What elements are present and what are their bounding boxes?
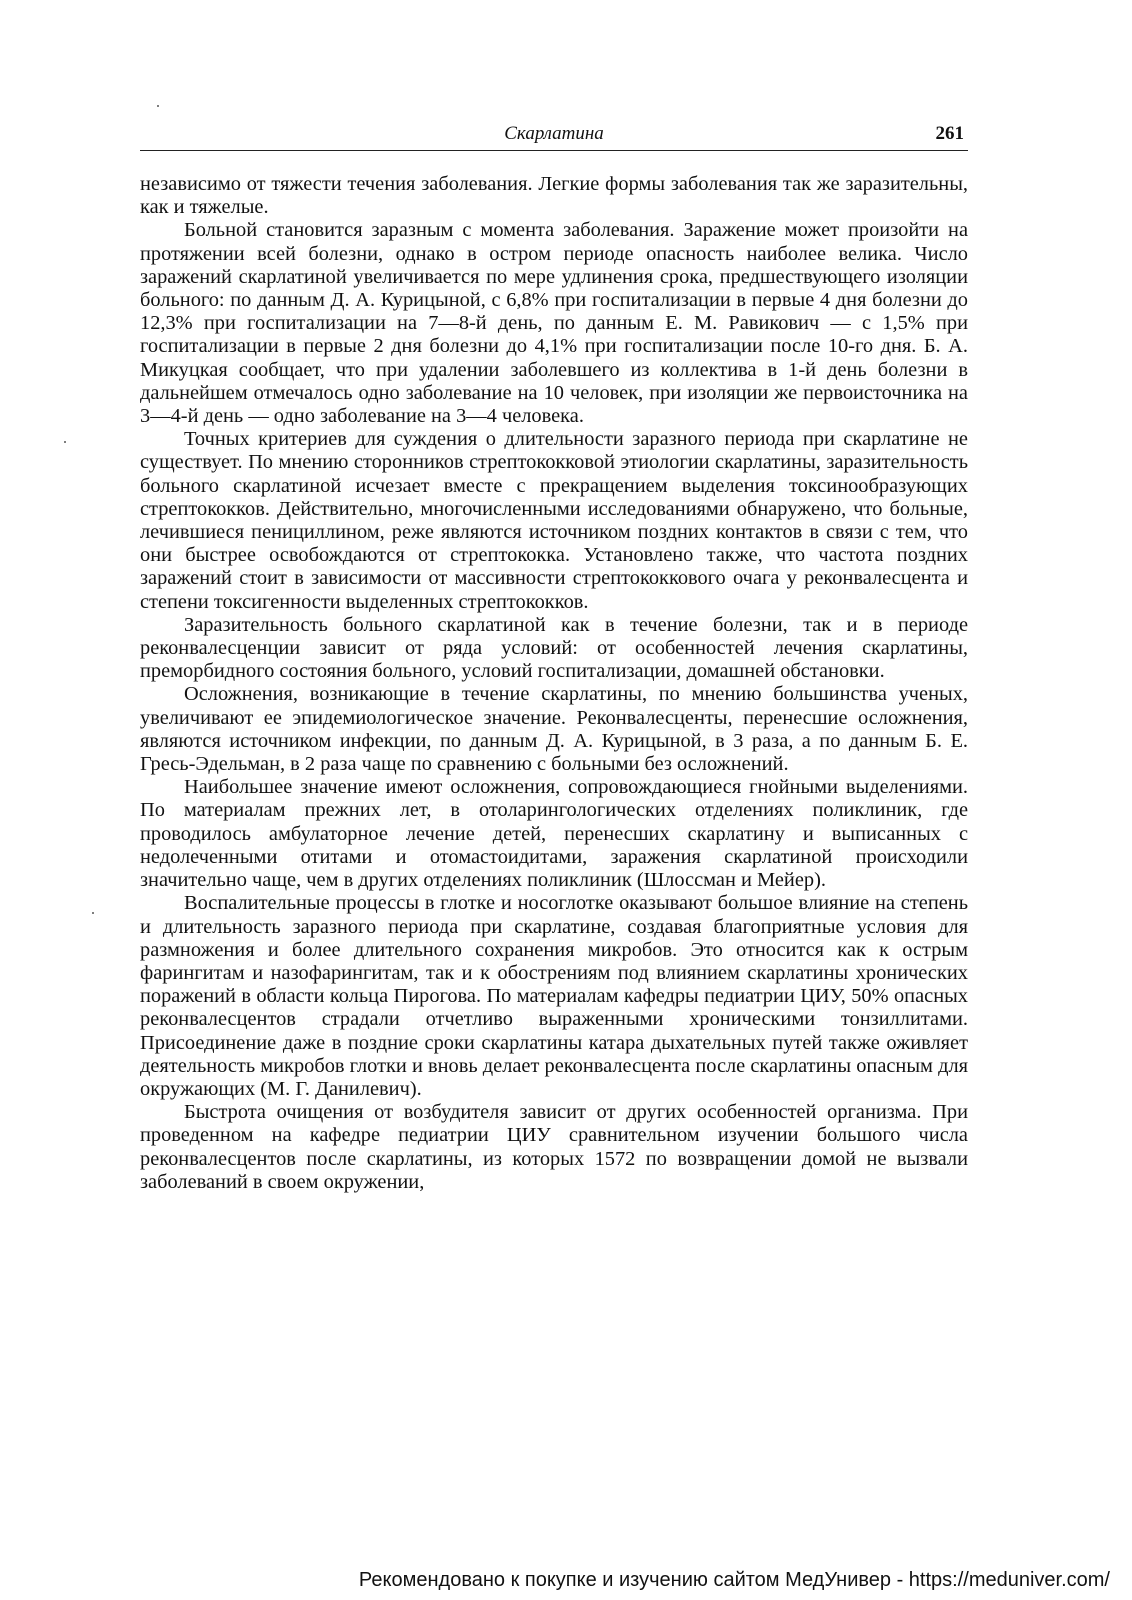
paragraph: Наибольшее значение имеют осложнения, сопровождающиеся гнойными выделениями. По материалам прежних лет, в отоларингологических отделениях поликлиник, где проводилось амбулаторное лечение детей, перенесших скарлатину и выписанных с недолеченными отитами и отомастоидитами, заражения скарлатиной происходили значительно чаще, чем в других отделениях поликлиник (Шлоссман и Мейер).	[140, 776, 968, 892]
paragraph: Точных критериев для суждения о длительности заразного периода при скарлатине не существует. По мнению сторонников стрептококковой этиологии скарлатины, заразительность больного скарлатиной исчезает вместе с прекращением выделения токсинообразующих стрептококков. Действительно, многочисленными исследованиями обнаружено, что больные, лечившиеся пенициллином, реже являются источником поздних контактов в связи с тем, что они быстрее освобождаются от стрептококка. Установлено также, что частота поздних заражений стоит в зависимости от массивности стрептококкового очага у реконвалесцента и степени токсигенности выделенных стрептококков.	[140, 428, 968, 613]
paragraph: Воспалительные процессы в глотке и носоглотке оказывают большое влияние на степень и длительность заразного периода при скарлатине, создавая благоприятные условия для размножения и более длительного сохранения микробов. Это относится как к острым фарингитам и назофарингитам, так и к обострениям под влиянием скарлатины хронических поражений в области кольца Пирогова. По материалам кафедры педиатрии ЦИУ, 50% опасных реконвалесцентов страдали отчетливо выраженными хроническими тонзиллитами. Присоединение даже в поздние сроки скарлатины катара дыхательных путей также оживляет деятельность микробов глотки и вновь делает реконвалесцента после скарлатины опасным для окружающих (М. Г. Данилевич).	[140, 892, 968, 1100]
paragraph: независимо от тяжести течения заболевания. Легкие формы заболевания так же заразительны, как и тяжелые.	[140, 173, 968, 219]
footer-recommendation-note: Рекомендовано к покупке и изучению сайтом МедУнивер - https://meduniver.com/	[358, 1569, 1110, 1591]
paragraph: Заразительность больного скарлатиной как в течение болезни, так и в периоде реконвалесценции зависит от ряда условий: от особенностей лечения скарлатины, преморбидного состояния больного, условий госпитализации, домашней обстановки.	[140, 613, 968, 683]
body-text	[140, 173, 968, 1194]
running-title: Скарлатина	[504, 123, 604, 144]
scan-speck	[157, 105, 159, 107]
scan-speck	[92, 912, 94, 914]
scan-speck	[64, 441, 66, 443]
page-number: 261	[935, 123, 964, 144]
paragraph: Осложнения, возникающие в течение скарлатины, по мнению большинства ученых, увеличивают ее эпидемиологическое значение. Реконвалесценты, перенесшие осложнения, являются источником инфекции, по данным Д. А. Курицыной, в 3 раза, а по данным Б. Е. Гресь-Эдельман, в 2 раза чаще по сравнению с больными без осложнений.	[140, 683, 968, 776]
paragraph: Быстрота очищения от возбудителя зависит от других особенностей организма. При проведенном на кафедре педиатрии ЦИУ сравнительном изучении большого числа реконвалесцентов после скарлатины, из которых 1572 по возвращении домой не вызвали заболеваний в своем окружении,	[140, 1101, 968, 1193]
paragraph: Больной становится заразным с момента заболевания. Заражение может произойти на протяжении всей болезни, однако в остром периоде опасность наиболее велика. Число заражений скарлатиной увеличивается по мере удлинения срока, предшествующего изоляции больного: по данным Д. А. Курицыной, с 6,8% при госпитализации в первые 4 дня болезни до 12,3% при госпитализации на 7—8-й день, по данным Е. М. Равикович — с 1,5% при госпитализации в первые 2 дня болезни до 4,1% при госпитализации после 10-го дня. Б. А. Микуцкая сообщает, что при удалении заболевшего из коллектива в 1-й день болезни в дальнейшем отмечалось одно заболевание на 10 человек, при изоляции же первоисточника на 3—4-й день — одно заболевание на 3—4 человека.	[140, 219, 968, 428]
running-head	[140, 122, 968, 151]
